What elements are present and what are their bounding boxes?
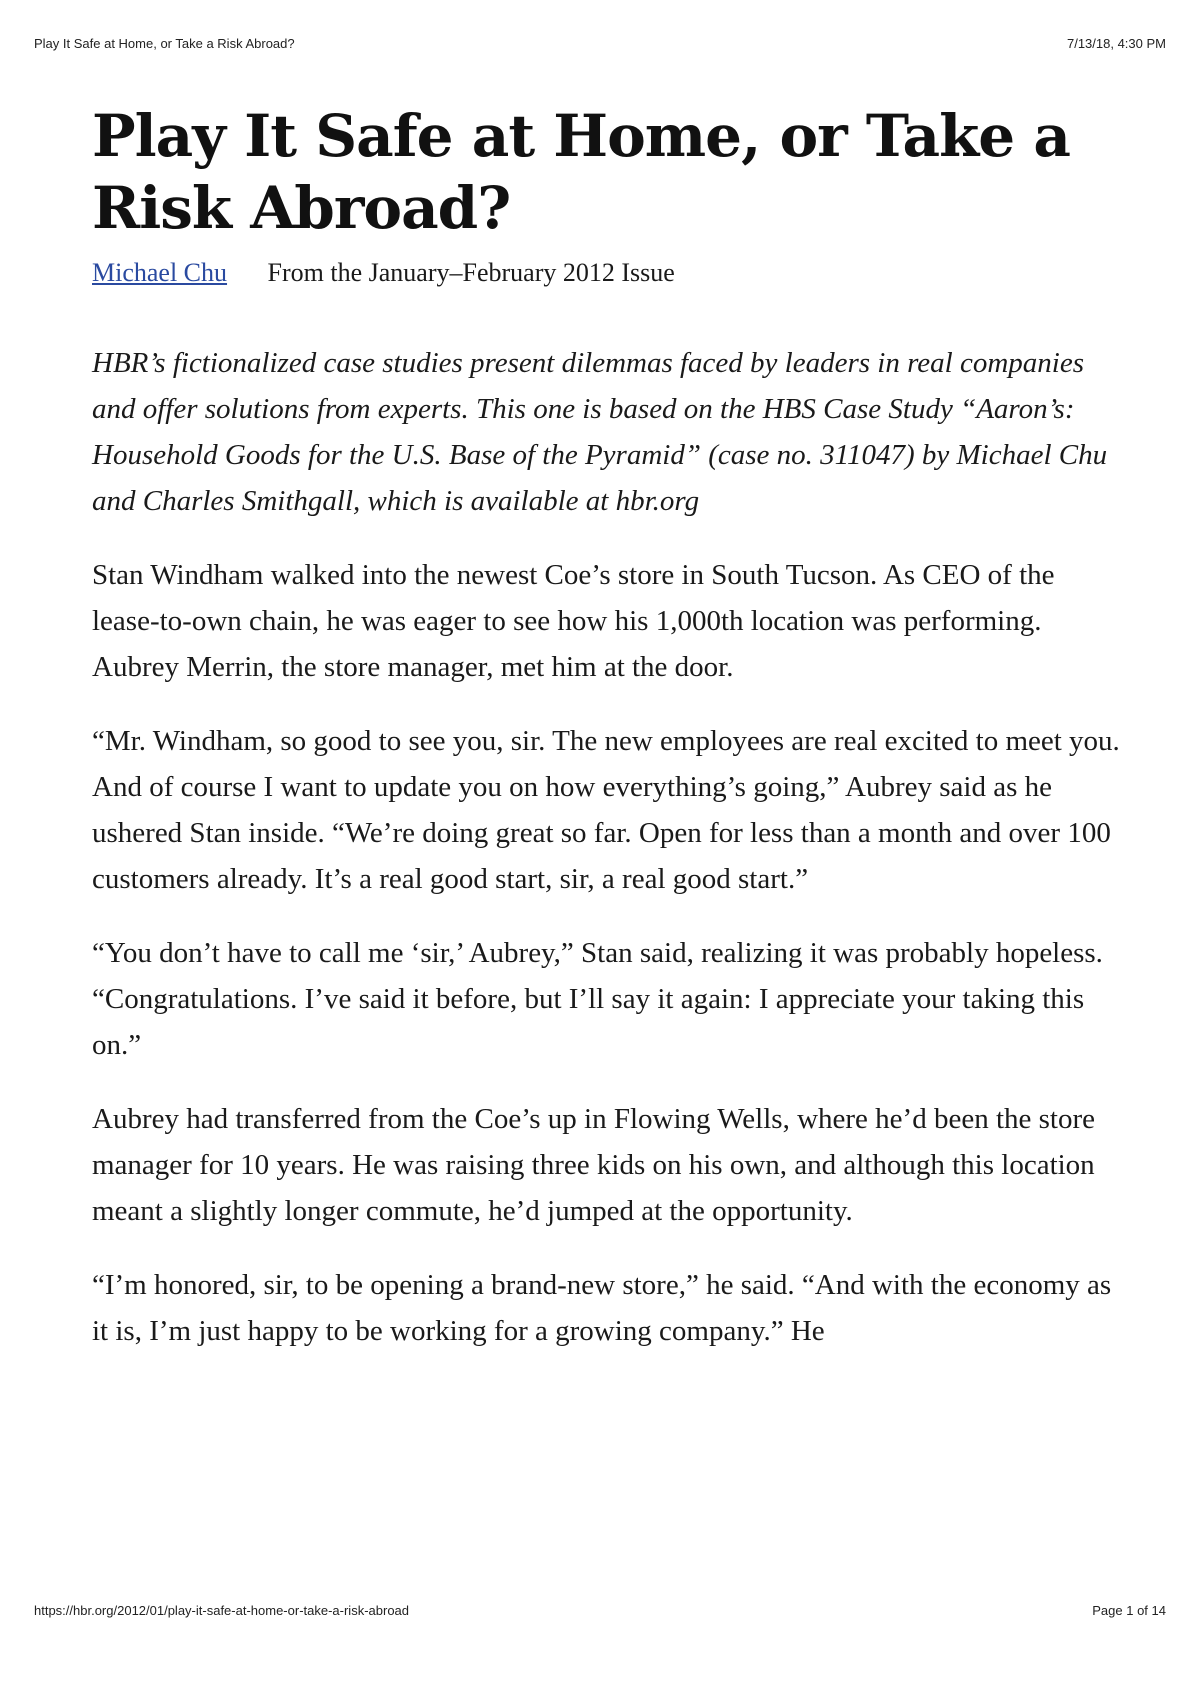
print-footer: [34, 1603, 1166, 1618]
article: [92, 100, 1122, 1354]
article-paragraph: “Mr. Windham, so good to see you, sir. The new employees are real excited to meet you. And of course I want to update you on how everything’s going,” Aubrey said as he ushered Stan inside. “We’re doing great so far. Open for less than a month and over 100 customers already. It’s a real good start, sir, a real good start.”: [92, 725, 1120, 895]
issue-label: From the January–February 2012 Issue: [267, 258, 675, 287]
article-paragraph: “I’m honored, sir, to be opening a brand-new store,” he said. “And with the economy as it is, I’m just happy to be working for a growing company.” He: [92, 1269, 1112, 1347]
print-footer-url: https://hbr.org/2012/01/play-it-safe-at-home-or-take-a-risk-abroad: [34, 1603, 410, 1618]
author-link[interactable]: Michael Chu: [92, 258, 228, 287]
print-header-title: Play It Safe at Home, or Take a Risk Abroad?: [34, 36, 295, 51]
article-title: Play It Safe at Home, or Take a Risk Abroad?: [92, 102, 1070, 242]
print-footer-page: Page 1 of 14: [1092, 1603, 1166, 1618]
article-paragraph: Aubrey had transferred from the Coe’s up in Flowing Wells, where he’d been the store manager for 10 years. He was raising three kids on his own, and although this location meant a slightly longer commute, he’d jumped at the opportunity.: [92, 1103, 1095, 1227]
article-paragraph: Stan Windham walked into the newest Coe’s store in South Tucson. As CEO of the lease-to-own chain, he was eager to see how his 1,000th location was performing. Aubrey Merrin, the store manager, met him at the door.: [92, 559, 1055, 683]
article-paragraph: “You don’t have to call me ‘sir,’ Aubrey,” Stan said, realizing it was probably hopeless. “Congratulations. I’ve said it before, but I’ll say it again: I appreciate your taking this on.”: [92, 937, 1103, 1061]
print-header: [34, 36, 1166, 51]
print-header-datetime: 7/13/18, 4:30 PM: [1066, 36, 1166, 51]
article-intro: HBR’s fictionalized case studies present dilemmas faced by leaders in real companies and offer solutions from experts. This one is based on the HBS Case Study “Aaron’s: Household Goods for the U.S. Base of the Pyramid” (case no. 311047) by Michael Chu and Charles Smithgall, which is available at hbr.org: [92, 347, 1108, 517]
byline: [92, 256, 1122, 290]
